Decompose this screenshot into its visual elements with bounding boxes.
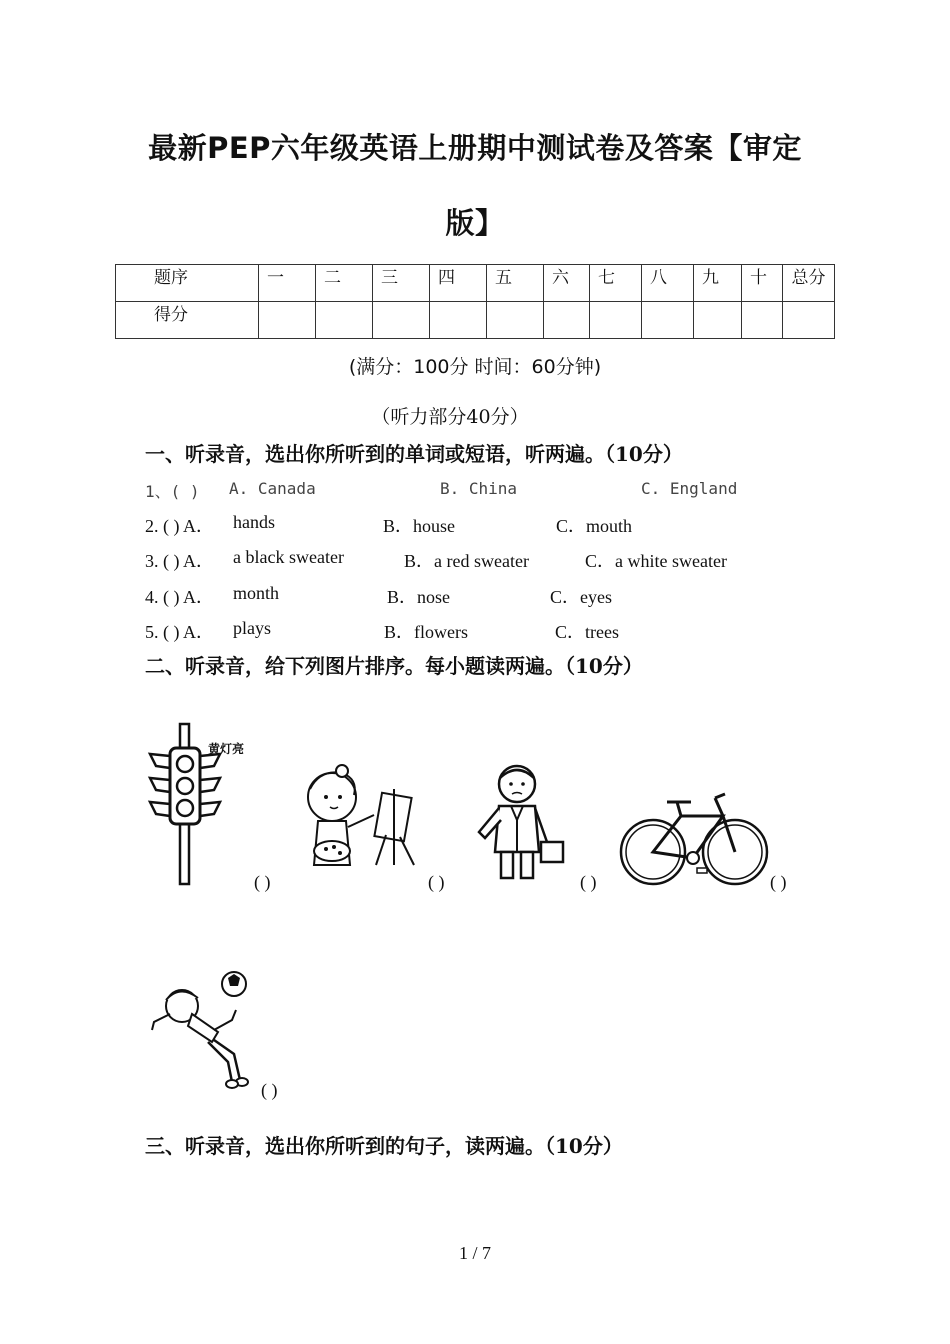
answer-paren[interactable]: ( ) (261, 1080, 278, 1100)
table-cell: 一 (259, 265, 316, 302)
score-input-cell[interactable] (316, 302, 373, 339)
table-cell: 五 (487, 265, 544, 302)
question-number: 4. ( ) A． (145, 587, 214, 607)
score-input-cell[interactable] (259, 302, 316, 339)
option-c[interactable]: C. England (641, 479, 738, 498)
score-input-cell[interactable] (642, 302, 694, 339)
score-input-cell[interactable] (544, 302, 590, 339)
option-a[interactable]: A. Canada (229, 479, 316, 498)
option-b[interactable]: B．flowers (384, 622, 468, 642)
question-number: 3. ( ) A． (145, 551, 214, 571)
table-cell: 二 (316, 265, 373, 302)
option-c[interactable]: C．trees (555, 622, 619, 642)
score-input-cell[interactable] (487, 302, 544, 339)
section3-heading: 三、听录音，选出你所听到的句子，读两遍。（10分） (145, 1134, 623, 1158)
option-c[interactable]: C．eyes (550, 587, 612, 607)
table-cell: 七 (590, 265, 642, 302)
table-cell: 八 (642, 265, 694, 302)
traffic-light-label: 黄灯亮 (208, 742, 245, 756)
table-cell: 十 (742, 265, 783, 302)
exam-meta: (满分：100分 时间：60分钟) (348, 356, 602, 378)
option-a[interactable]: month (233, 583, 280, 603)
score-input-cell[interactable] (783, 302, 835, 339)
score-input-cell[interactable] (373, 302, 430, 339)
table-cell: 题序 (116, 265, 259, 302)
table-cell: 三 (373, 265, 430, 302)
question-number: 1、( ) (145, 482, 200, 501)
option-b[interactable]: B. China (440, 479, 518, 498)
table-cell: 六 (544, 265, 590, 302)
option-a[interactable]: hands (233, 512, 275, 532)
answer-paren[interactable]: ( ) (770, 872, 787, 892)
table-cell: 四 (430, 265, 487, 302)
page-number: 1 / 7 (458, 1243, 491, 1263)
option-a[interactable]: plays (233, 618, 271, 638)
table-cell: 总分 (783, 265, 835, 302)
score-input-cell[interactable] (742, 302, 783, 339)
businessman-icon (475, 762, 570, 882)
score-table-header-row (116, 265, 835, 302)
page-title-continued: 版】 (445, 206, 505, 240)
answer-paren[interactable]: ( ) (254, 872, 271, 892)
boy-playing-football-icon (148, 970, 258, 1090)
table-cell: 得分 (116, 302, 259, 339)
score-input-cell[interactable] (694, 302, 742, 339)
option-b[interactable]: B．a red sweater (404, 551, 529, 571)
section1-heading: 一、听录音，选出你所听到的单词或短语，听两遍。（10分） (145, 442, 683, 466)
listening-part-label: （听力部分40分） (371, 406, 529, 428)
answer-paren[interactable]: ( ) (428, 872, 445, 892)
question-number: 2. ( ) A． (145, 516, 214, 536)
score-input-cell[interactable] (430, 302, 487, 339)
option-c[interactable]: C．a white sweater (585, 551, 727, 571)
option-b[interactable]: B．house (383, 516, 455, 536)
score-input-cell[interactable] (590, 302, 642, 339)
table-cell: 九 (694, 265, 742, 302)
option-c[interactable]: C．mouth (556, 516, 633, 536)
score-table-score-row (116, 302, 835, 339)
answer-paren[interactable]: ( ) (580, 872, 597, 892)
option-b[interactable]: B．nose (387, 587, 450, 607)
section2-heading: 二、听录音，给下列图片排序。每小题读两遍。（10分） (145, 654, 643, 678)
bicycle-icon (619, 792, 771, 888)
score-table (115, 264, 835, 339)
question-number: 5. ( ) A． (145, 622, 214, 642)
option-a[interactable]: a black sweater (233, 547, 344, 567)
page-title: 最新PEP六年级英语上册期中测试卷及答案【审定 (148, 131, 802, 165)
girl-painting-icon (290, 765, 430, 875)
